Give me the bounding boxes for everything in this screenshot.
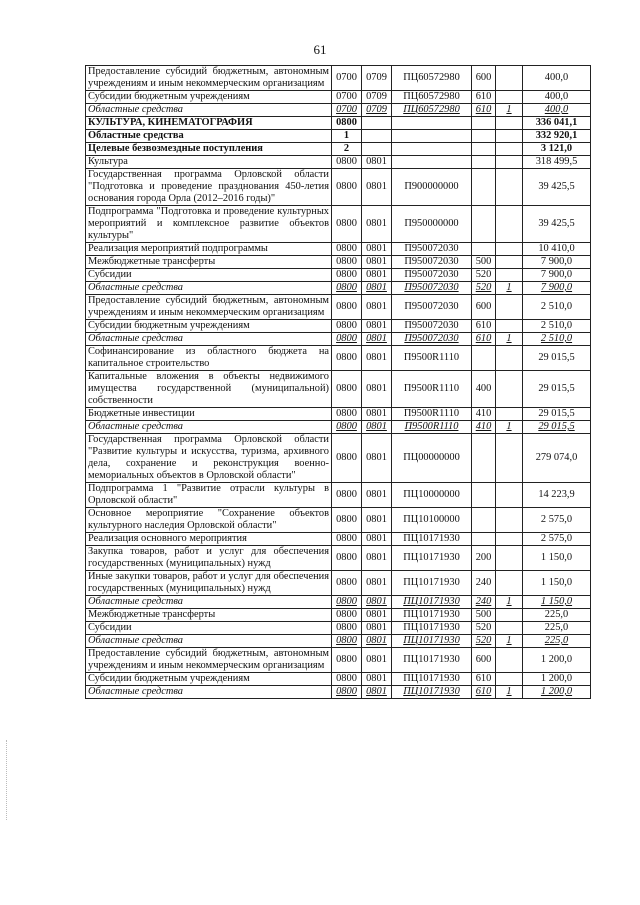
row-target-code: П950072030 [392, 243, 472, 256]
row-funding-source [496, 91, 523, 104]
row-target-code: ПЦ00000000 [392, 434, 472, 483]
row-funding-source [496, 130, 523, 143]
table-row [86, 130, 591, 143]
row-target-code: ПЦ10171930 [392, 648, 472, 673]
row-subsection: 0801 [362, 508, 392, 533]
row-expense-type: 610 [472, 333, 496, 346]
row-target-code: П950000000 [392, 206, 472, 243]
row-section: 0800 [332, 546, 362, 571]
table-row [86, 156, 591, 169]
row-expense-type [472, 483, 496, 508]
row-expense-type: 500 [472, 609, 496, 622]
row-section: 2 [332, 143, 362, 156]
row-section: 0800 [332, 295, 362, 320]
row-amount: 2 510,0 [523, 320, 591, 333]
row-subsection: 0709 [362, 104, 392, 117]
row-funding-source [496, 206, 523, 243]
row-name: Областные средства [86, 635, 332, 648]
row-subsection: 0801 [362, 333, 392, 346]
table-row [86, 282, 591, 295]
row-section: 0800 [332, 333, 362, 346]
row-expense-type [472, 117, 496, 130]
row-subsection: 0801 [362, 169, 392, 206]
row-name: Культура [86, 156, 332, 169]
row-expense-type [472, 169, 496, 206]
row-amount: 400,0 [523, 104, 591, 117]
row-subsection: 0801 [362, 622, 392, 635]
row-expense-type [472, 130, 496, 143]
row-target-code: ПЦ10171930 [392, 635, 472, 648]
table-row [86, 483, 591, 508]
row-amount: 2 575,0 [523, 533, 591, 546]
row-expense-type: 400 [472, 371, 496, 408]
row-name: Реализация мероприятий подпрограммы [86, 243, 332, 256]
row-section: 0700 [332, 104, 362, 117]
row-subsection: 0801 [362, 371, 392, 408]
row-name: Государственная программа Орловской области "Подготовка и проведение празднования 450-летия основания города Орла (2012–2016 годы)" [86, 169, 332, 206]
table-row [86, 66, 591, 91]
table-row [86, 686, 591, 699]
table-row [86, 635, 591, 648]
table-row [86, 333, 591, 346]
row-name: Областные средства [86, 104, 332, 117]
row-name: Субсидии [86, 622, 332, 635]
row-expense-type: 600 [472, 648, 496, 673]
row-subsection: 0801 [362, 609, 392, 622]
row-expense-type: 240 [472, 596, 496, 609]
table-row [86, 596, 591, 609]
row-subsection: 0801 [362, 156, 392, 169]
row-name: Субсидии бюджетным учреждениям [86, 91, 332, 104]
row-name: Основное мероприятие "Сохранение объектов культурного наследия Орловской области" [86, 508, 332, 533]
row-amount: 1 150,0 [523, 571, 591, 596]
table-row [86, 622, 591, 635]
row-funding-source: 1 [496, 333, 523, 346]
row-funding-source [496, 320, 523, 333]
row-funding-source [496, 66, 523, 91]
row-funding-source [496, 117, 523, 130]
row-amount: 225,0 [523, 622, 591, 635]
row-target-code [392, 143, 472, 156]
row-amount: 225,0 [523, 635, 591, 648]
row-funding-source [496, 243, 523, 256]
row-section: 0800 [332, 206, 362, 243]
row-target-code: П9500R1110 [392, 346, 472, 371]
table-row [86, 421, 591, 434]
row-name: Капитальные вложения в объекты недвижимого имущества государственной (муниципальной) собственности [86, 371, 332, 408]
row-amount: 336 041,1 [523, 117, 591, 130]
row-target-code: П950072030 [392, 269, 472, 282]
row-target-code: ПЦ10171930 [392, 533, 472, 546]
row-funding-source [496, 533, 523, 546]
row-expense-type: 520 [472, 269, 496, 282]
row-section: 0800 [332, 421, 362, 434]
row-expense-type [472, 434, 496, 483]
row-name: Областные средства [86, 421, 332, 434]
row-amount: 318 499,5 [523, 156, 591, 169]
row-funding-source [496, 371, 523, 408]
row-funding-source: 1 [496, 596, 523, 609]
row-section: 0800 [332, 673, 362, 686]
row-expense-type: 610 [472, 686, 496, 699]
row-amount: 1 200,0 [523, 686, 591, 699]
table-row [86, 533, 591, 546]
row-expense-type [472, 346, 496, 371]
table-row [86, 91, 591, 104]
page-number: 61 [313, 42, 327, 57]
row-section: 0800 [332, 282, 362, 295]
row-amount: 7 900,0 [523, 282, 591, 295]
row-expense-type: 200 [472, 546, 496, 571]
row-section: 0800 [332, 243, 362, 256]
row-name: Межбюджетные трансферты [86, 609, 332, 622]
row-subsection: 0801 [362, 408, 392, 421]
row-subsection: 0801 [362, 346, 392, 371]
scan-margin-marks [6, 740, 9, 820]
row-expense-type: 500 [472, 256, 496, 269]
row-section: 0800 [332, 269, 362, 282]
row-expense-type: 610 [472, 320, 496, 333]
row-target-code: ПЦ10171930 [392, 622, 472, 635]
row-subsection: 0801 [362, 546, 392, 571]
row-expense-type: 600 [472, 66, 496, 91]
row-target-code [392, 117, 472, 130]
row-expense-type: 410 [472, 408, 496, 421]
row-section: 0700 [332, 91, 362, 104]
row-subsection: 0801 [362, 421, 392, 434]
row-section: 0800 [332, 508, 362, 533]
row-subsection: 0801 [362, 533, 392, 546]
row-amount: 2 575,0 [523, 508, 591, 533]
row-amount: 29 015,5 [523, 371, 591, 408]
row-expense-type: 520 [472, 282, 496, 295]
row-amount: 279 074,0 [523, 434, 591, 483]
row-funding-source [496, 673, 523, 686]
row-section: 0800 [332, 686, 362, 699]
row-funding-source: 1 [496, 104, 523, 117]
row-subsection: 0801 [362, 434, 392, 483]
row-name: КУЛЬТУРА, КИНЕМАТОГРАФИЯ [86, 117, 332, 130]
row-amount: 14 223,9 [523, 483, 591, 508]
row-subsection: 0801 [362, 483, 392, 508]
table-row [86, 609, 591, 622]
row-funding-source [496, 156, 523, 169]
budget-table [85, 65, 591, 699]
row-expense-type: 520 [472, 635, 496, 648]
row-target-code: ПЦ10171930 [392, 596, 472, 609]
row-subsection: 0801 [362, 206, 392, 243]
row-section: 0800 [332, 256, 362, 269]
row-section: 0800 [332, 648, 362, 673]
row-name: Субсидии [86, 269, 332, 282]
row-subsection: 0801 [362, 269, 392, 282]
row-subsection: 0801 [362, 673, 392, 686]
row-target-code [392, 156, 472, 169]
row-amount: 39 425,5 [523, 206, 591, 243]
row-funding-source [496, 571, 523, 596]
row-name: Закупка товаров, работ и услуг для обеспечения государственных (муниципальных) нужд [86, 546, 332, 571]
row-section: 0800 [332, 408, 362, 421]
table-row [86, 434, 591, 483]
row-expense-type: 610 [472, 673, 496, 686]
row-name: Предоставление субсидий бюджетным, автономным учреждениям и иным некоммерческим организациям [86, 648, 332, 673]
table-row [86, 104, 591, 117]
row-funding-source: 1 [496, 421, 523, 434]
row-funding-source [496, 434, 523, 483]
row-section: 0700 [332, 66, 362, 91]
row-expense-type [472, 533, 496, 546]
row-expense-type: 610 [472, 91, 496, 104]
row-name: Областные средства [86, 686, 332, 699]
row-section: 0800 [332, 635, 362, 648]
row-funding-source [496, 408, 523, 421]
row-amount: 10 410,0 [523, 243, 591, 256]
row-target-code: П950072030 [392, 282, 472, 295]
table-row [86, 371, 591, 408]
row-expense-type: 600 [472, 295, 496, 320]
row-amount: 7 900,0 [523, 256, 591, 269]
table-row [86, 206, 591, 243]
row-funding-source [496, 546, 523, 571]
row-expense-type: 240 [472, 571, 496, 596]
row-amount: 7 900,0 [523, 269, 591, 282]
row-amount: 225,0 [523, 609, 591, 622]
row-subsection [362, 130, 392, 143]
table-row [86, 648, 591, 673]
table-row [86, 256, 591, 269]
row-subsection: 0801 [362, 648, 392, 673]
row-name: Субсидии бюджетным учреждениям [86, 673, 332, 686]
row-subsection: 0801 [362, 596, 392, 609]
row-target-code: ПЦ60572980 [392, 91, 472, 104]
table-row [86, 269, 591, 282]
row-name: Областные средства [86, 596, 332, 609]
row-subsection: 0801 [362, 686, 392, 699]
row-amount: 1 150,0 [523, 596, 591, 609]
row-expense-type [472, 508, 496, 533]
row-name: Областные средства [86, 333, 332, 346]
row-amount: 29 015,5 [523, 346, 591, 371]
row-name: Государственная программа Орловской области "Развитие культуры и искусства, туризма, архивного дела, сохранение и реконструкция военно-мемориальных объектов в Орловской области" [86, 434, 332, 483]
row-name: Софинансирование из областного бюджета на капитальное строительство [86, 346, 332, 371]
row-section: 0800 [332, 346, 362, 371]
table-row [86, 169, 591, 206]
table-row [86, 346, 591, 371]
row-amount: 39 425,5 [523, 169, 591, 206]
table-row [86, 508, 591, 533]
row-target-code: ПЦ10171930 [392, 571, 472, 596]
row-target-code: П950072030 [392, 295, 472, 320]
row-name: Подпрограмма "Подготовка и проведение культурных мероприятий и комплексное развитие объектов культуры" [86, 206, 332, 243]
row-funding-source [496, 622, 523, 635]
row-funding-source [496, 483, 523, 508]
table-row [86, 571, 591, 596]
row-section: 0800 [332, 596, 362, 609]
row-amount: 400,0 [523, 66, 591, 91]
row-subsection: 0801 [362, 282, 392, 295]
row-target-code: П950072030 [392, 320, 472, 333]
row-funding-source [496, 508, 523, 533]
table-row [86, 143, 591, 156]
row-amount: 2 510,0 [523, 295, 591, 320]
row-name: Подпрограмма 1 "Развитие отрасли культуры в Орловской области" [86, 483, 332, 508]
row-target-code: ПЦ10171930 [392, 546, 472, 571]
row-subsection: 0801 [362, 295, 392, 320]
table-row [86, 320, 591, 333]
row-target-code: ПЦ10171930 [392, 609, 472, 622]
row-subsection [362, 143, 392, 156]
row-target-code: ПЦ10171930 [392, 686, 472, 699]
table-row [86, 546, 591, 571]
row-section: 0800 [332, 156, 362, 169]
row-expense-type: 520 [472, 622, 496, 635]
table-row [86, 408, 591, 421]
table-row [86, 295, 591, 320]
row-amount: 2 510,0 [523, 333, 591, 346]
row-target-code: П9500R1110 [392, 371, 472, 408]
row-subsection: 0801 [362, 635, 392, 648]
row-name: Предоставление субсидий бюджетным, автономным учреждениям и иным некоммерческим организациям [86, 66, 332, 91]
row-target-code: П9500R1110 [392, 421, 472, 434]
row-section: 0800 [332, 609, 362, 622]
row-target-code: ПЦ10000000 [392, 483, 472, 508]
row-target-code: П950072030 [392, 333, 472, 346]
row-subsection: 0801 [362, 256, 392, 269]
row-amount: 29 015,5 [523, 408, 591, 421]
row-subsection: 0801 [362, 571, 392, 596]
row-amount: 29 015,5 [523, 421, 591, 434]
row-expense-type [472, 206, 496, 243]
row-section: 0800 [332, 533, 362, 546]
row-name: Реализация основного мероприятия [86, 533, 332, 546]
row-funding-source [496, 609, 523, 622]
row-target-code: ПЦ60572980 [392, 104, 472, 117]
row-subsection: 0709 [362, 91, 392, 104]
row-target-code: ПЦ10171930 [392, 673, 472, 686]
row-name: Предоставление субсидий бюджетным, автономным учреждениям и иным некоммерческим организациям [86, 295, 332, 320]
table-row [86, 673, 591, 686]
row-name: Субсидии бюджетным учреждениям [86, 320, 332, 333]
row-name: Межбюджетные трансферты [86, 256, 332, 269]
row-section: 0800 [332, 571, 362, 596]
row-amount: 3 121,0 [523, 143, 591, 156]
row-funding-source [496, 269, 523, 282]
row-expense-type [472, 143, 496, 156]
row-expense-type [472, 156, 496, 169]
row-subsection: 0801 [362, 320, 392, 333]
row-section: 0800 [332, 483, 362, 508]
row-funding-source [496, 256, 523, 269]
row-target-code: ПЦ10100000 [392, 508, 472, 533]
row-funding-source [496, 169, 523, 206]
row-amount: 400,0 [523, 91, 591, 104]
row-expense-type: 410 [472, 421, 496, 434]
row-funding-source [496, 143, 523, 156]
row-funding-source: 1 [496, 282, 523, 295]
row-target-code: ПЦ60572980 [392, 66, 472, 91]
row-name: Целевые безвозмездные поступления [86, 143, 332, 156]
row-section: 1 [332, 130, 362, 143]
row-subsection [362, 117, 392, 130]
row-funding-source: 1 [496, 686, 523, 699]
row-amount: 1 200,0 [523, 673, 591, 686]
table-row [86, 117, 591, 130]
row-funding-source: 1 [496, 635, 523, 648]
row-amount: 332 920,1 [523, 130, 591, 143]
row-section: 0800 [332, 169, 362, 206]
row-funding-source [496, 295, 523, 320]
row-target-code [392, 130, 472, 143]
row-section: 0800 [332, 320, 362, 333]
row-section: 0800 [332, 117, 362, 130]
row-expense-type: 610 [472, 104, 496, 117]
row-section: 0800 [332, 434, 362, 483]
row-name: Иные закупки товаров, работ и услуг для обеспечения государственных (муниципальных) нужд [86, 571, 332, 596]
row-amount: 1 200,0 [523, 648, 591, 673]
row-target-code: П900000000 [392, 169, 472, 206]
budget-table-body [86, 66, 591, 699]
row-amount: 1 150,0 [523, 546, 591, 571]
row-target-code: П950072030 [392, 256, 472, 269]
row-section: 0800 [332, 622, 362, 635]
row-name: Областные средства [86, 130, 332, 143]
row-name: Областные средства [86, 282, 332, 295]
row-subsection: 0709 [362, 66, 392, 91]
row-target-code: П9500R1110 [392, 408, 472, 421]
row-funding-source [496, 346, 523, 371]
row-expense-type [472, 243, 496, 256]
row-subsection: 0801 [362, 243, 392, 256]
row-section: 0800 [332, 371, 362, 408]
row-funding-source [496, 648, 523, 673]
row-name: Бюджетные инвестиции [86, 408, 332, 421]
table-row [86, 243, 591, 256]
